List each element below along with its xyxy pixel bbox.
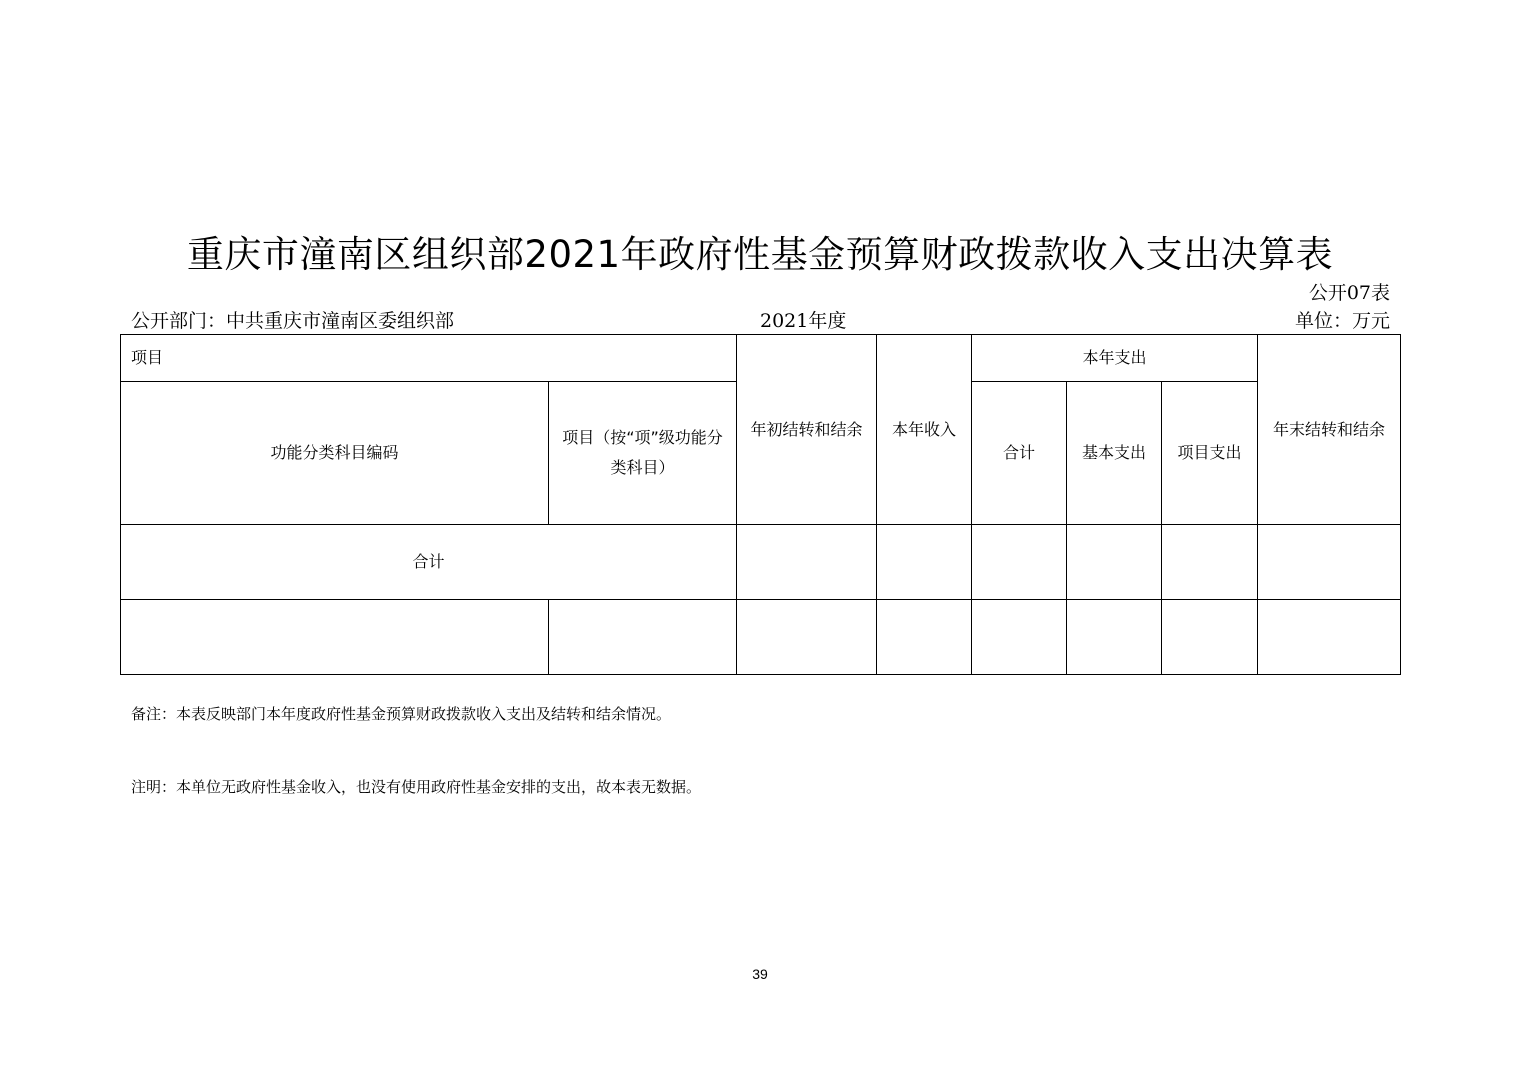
table-cell <box>121 600 549 675</box>
table-cell <box>1258 600 1401 675</box>
table-cell <box>972 525 1067 600</box>
header-project-expense: 项目支出 <box>1162 382 1258 525</box>
header-basic-expense: 基本支出 <box>1067 382 1162 525</box>
remark-note: 备注：本表反映部门本年度政府性基金预算财政拨款收入支出及结转和结余情况。 <box>131 705 672 723</box>
total-row-label: 合计 <box>121 525 737 600</box>
table-row <box>121 600 1401 675</box>
table-cell <box>737 600 877 675</box>
table-cell <box>1162 525 1258 600</box>
header-begin-balance: 年初结转和结余 <box>737 335 877 525</box>
header-project-group: 项目 <box>121 335 737 382</box>
fund-budget-table <box>120 334 1401 675</box>
header-item-name: 项目（按“项”级功能分类科目） <box>549 382 737 525</box>
table-cell <box>1258 525 1401 600</box>
header-current-income: 本年收入 <box>877 335 972 525</box>
header-expense-total: 合计 <box>972 382 1067 525</box>
table-cell <box>877 525 972 600</box>
unit-label: 单位：万元 <box>1294 310 1390 332</box>
header-end-balance: 年末结转和结余 <box>1258 335 1401 525</box>
table-cell <box>549 600 737 675</box>
table-cell <box>877 600 972 675</box>
fiscal-year-label: 2021年度 <box>760 310 847 332</box>
page-title: 重庆市潼南区组织部2021年政府性基金预算财政拨款收入支出决算表 <box>186 233 1334 276</box>
department-label: 公开部门：中共重庆市潼南区委组织部 <box>131 310 455 332</box>
page-number: 39 <box>752 966 768 982</box>
table-number: 公开07表 <box>1308 282 1390 304</box>
table-cell <box>972 600 1067 675</box>
table-cell <box>1162 600 1258 675</box>
explanation-note: 注明：本单位无政府性基金收入，也没有使用政府性基金安排的支出，故本表无数据。 <box>131 778 702 796</box>
table-cell <box>1067 525 1162 600</box>
table-cell <box>737 525 877 600</box>
total-row <box>121 525 1401 600</box>
header-func-code: 功能分类科目编码 <box>121 382 549 525</box>
table-cell <box>1067 600 1162 675</box>
header-current-expense-group: 本年支出 <box>972 335 1258 382</box>
